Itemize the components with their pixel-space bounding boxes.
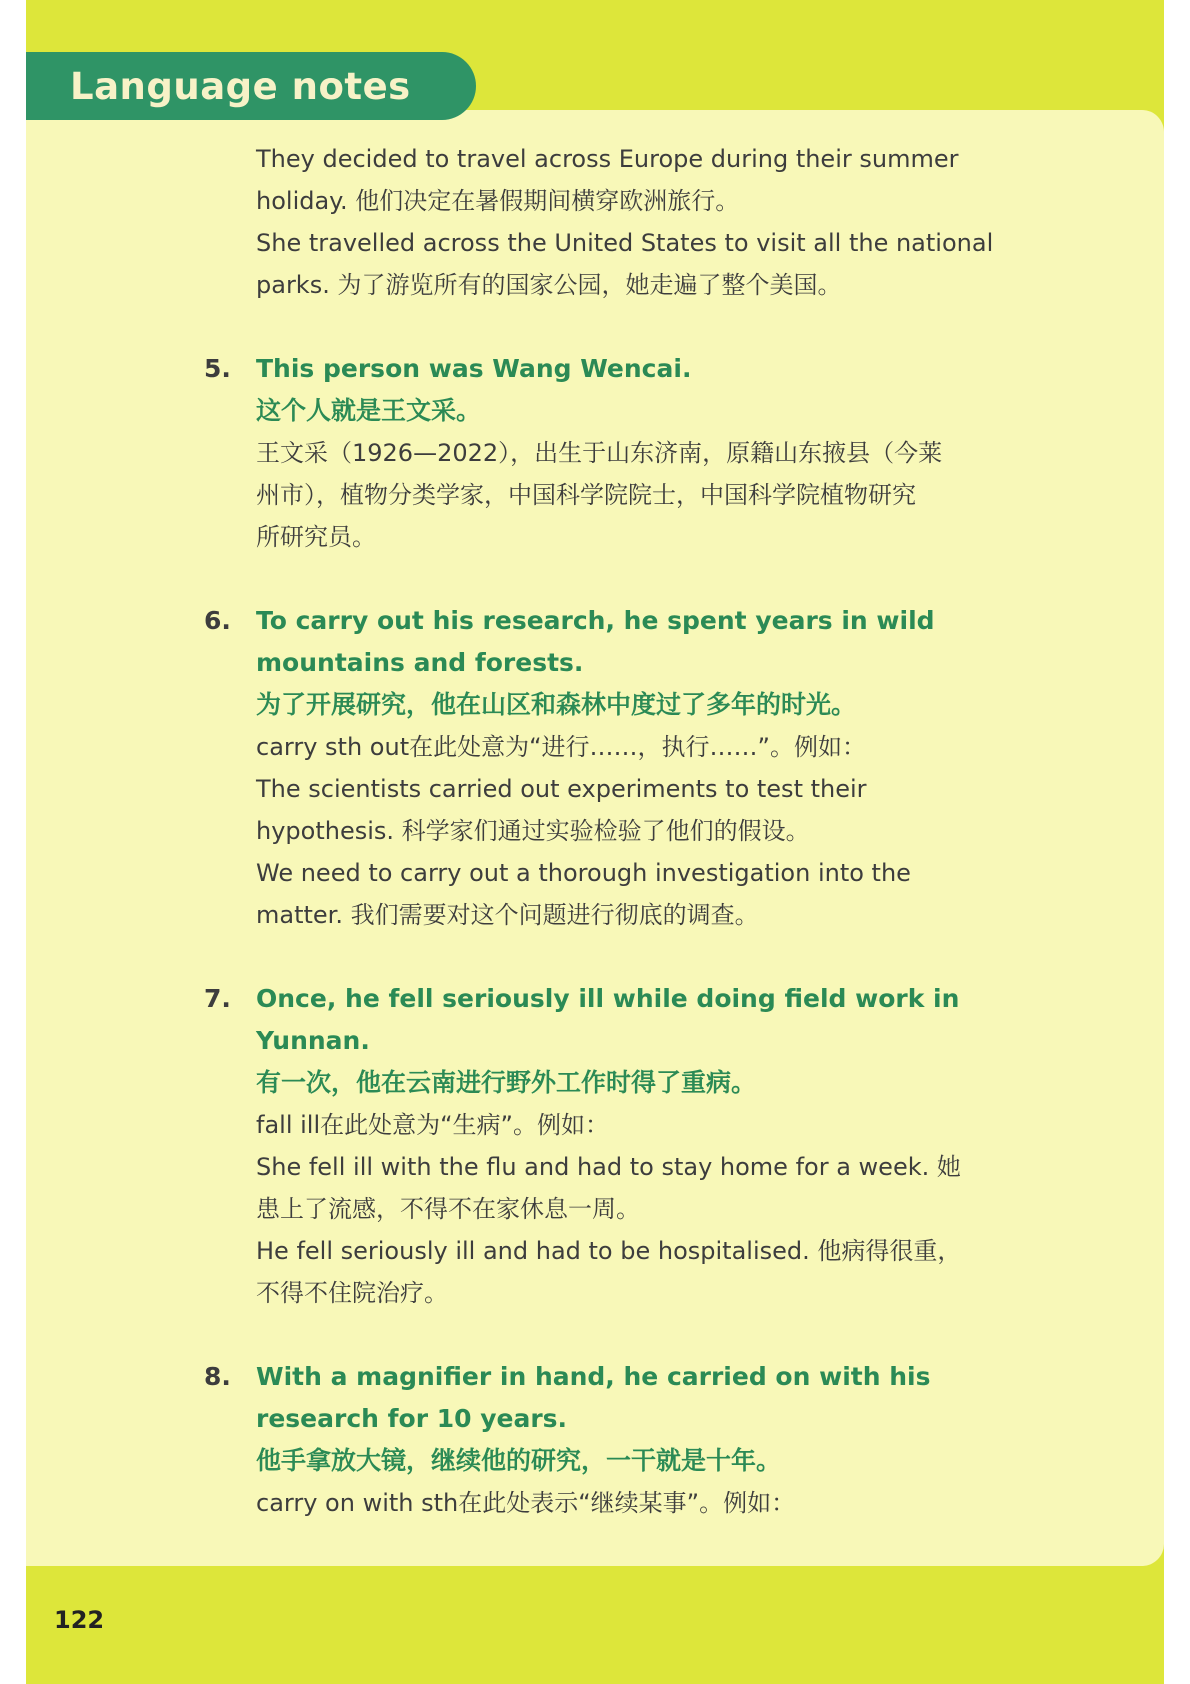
example-line: She travelled across the United States to visit all the national — [256, 229, 994, 257]
note-number: 6. — [204, 606, 231, 635]
note-body-line: matter. 我们需要对这个问题进行彻底的调查。 — [256, 901, 759, 929]
note-translation: 为了开展研究，他在山区和森林中度过了多年的时光。 — [256, 690, 857, 719]
note-body-line: 患上了流感，不得不在家休息一周。 — [256, 1195, 640, 1223]
note-number: 5. — [204, 354, 231, 383]
note-translation: 有一次，他在云南进行野外工作时得了重病。 — [256, 1068, 757, 1097]
note-body-line: She fell ill with the flu and had to stay home for a week. 她 — [256, 1153, 961, 1181]
example-line: parks. 为了游览所有的国家公园，她走遍了整个美国。 — [256, 271, 842, 299]
section-tab — [26, 52, 476, 120]
section-title: Language notes — [70, 64, 411, 108]
note-body-line: 州市），植物分类学家，中国科学院院士，中国科学院植物研究 — [256, 481, 916, 509]
note-heading: Yunnan. — [256, 1026, 370, 1055]
note-body-line: carry sth out在此处意为“进行……，执行……”。例如： — [256, 733, 866, 761]
note-heading: Once, he fell seriously ill while doing field work in — [256, 984, 960, 1013]
note-body-line: fall ill在此处意为“生病”。例如： — [256, 1111, 609, 1139]
note-number: 7. — [204, 984, 231, 1013]
note-heading: mountains and forests. — [256, 648, 584, 677]
example-line: holiday. 他们决定在暑假期间横穿欧洲旅行。 — [256, 187, 740, 215]
note-heading: research for 10 years. — [256, 1404, 568, 1433]
note-body-line: We need to carry out a thorough investigation into the — [256, 859, 911, 887]
note-8 — [204, 1356, 1046, 1524]
note-body-line: He fell seriously ill and had to be hospitalised. 他病得很重， — [256, 1237, 962, 1265]
note-7 — [204, 978, 1046, 1314]
note-heading: To carry out his research, he spent years in wild — [256, 606, 935, 635]
note-body-line: hypothesis. 科学家们通过实验检验了他们的假设。 — [256, 817, 810, 845]
note-6 — [204, 600, 1046, 936]
note-number: 8. — [204, 1362, 231, 1391]
note-translation: 他手拿放大镜，继续他的研究，一干就是十年。 — [256, 1446, 782, 1475]
intro-examples — [256, 138, 1046, 306]
note-translation: 这个人就是王文采。 — [256, 396, 482, 425]
notes-content — [204, 138, 1046, 1566]
note-heading: This person was Wang Wencai. — [256, 354, 692, 383]
note-body-line: The scientists carried out experiments to test their — [256, 775, 867, 803]
note-heading: With a magnifier in hand, he carried on with his — [256, 1362, 931, 1391]
page-number: 122 — [54, 1606, 105, 1634]
note-body-line: 不得不住院治疗。 — [256, 1279, 448, 1307]
note-body-line: 王文采（1926—2022），出生于山东济南，原籍山东掖县（今莱 — [256, 439, 943, 467]
example-line: They decided to travel across Europe during their summer — [256, 145, 959, 173]
note-body-line: carry on with sth在此处表示“继续某事”。例如： — [256, 1489, 796, 1517]
note-5 — [204, 348, 1046, 558]
note-body-line: 所研究员。 — [256, 523, 376, 551]
